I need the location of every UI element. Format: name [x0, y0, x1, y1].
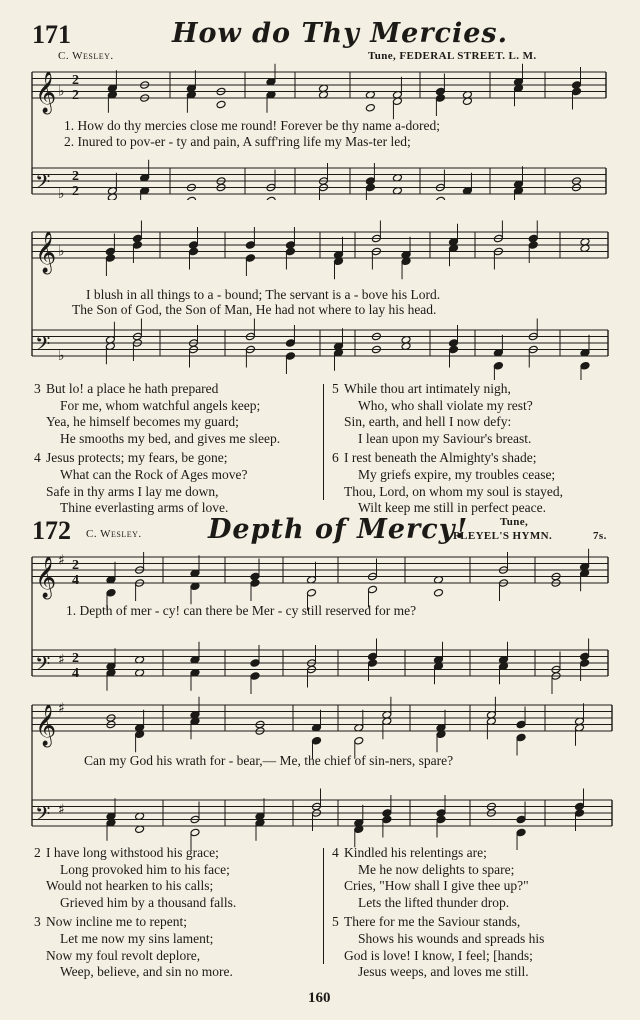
page-number: 160 [308, 990, 331, 1006]
stanza-line [34, 862, 236, 879]
stanza-text: While thou art intimately nigh, [344, 381, 511, 396]
stanza-line [332, 895, 544, 912]
svg-text:♭: ♭ [58, 348, 65, 364]
svg-text:𝄢: 𝄢 [35, 802, 51, 830]
stanza-number: 2 [34, 845, 41, 860]
stanza-line [332, 914, 544, 931]
stanza-text: God is love! I know, I feel; [hands; [344, 947, 533, 963]
svg-text:𝄞: 𝄞 [35, 557, 57, 598]
stanza-line [332, 931, 544, 948]
stanza-text: Wilt keep me still in perfect peace. [358, 500, 546, 516]
stanza-text: Jesus weeps, and loves me still. [358, 964, 529, 980]
stanza-text: I lean upon my Saviour's breast. [358, 430, 532, 446]
stanza-text: But lo! a place he hath prepared [46, 381, 219, 396]
stanza-line [34, 895, 236, 912]
stanza-text: Me he now delights to spare; [358, 861, 515, 877]
stanza-text: Let me now my sins lament; [60, 930, 214, 946]
stanza-line [332, 964, 544, 981]
svg-text:2: 2 [72, 169, 79, 184]
stanza-text: Now my foul revolt deplore, [46, 947, 201, 963]
hymn-title-171: How do Thy Mercies. [172, 18, 509, 49]
stanzas-172-right [332, 845, 544, 981]
stanza-text: Weep, believe, and sin no more. [60, 964, 233, 980]
stanza-text: Sin, earth, and hell I now defy: [344, 414, 512, 430]
stanza-text: Safe in thy arms I lay me down, [46, 483, 219, 499]
svg-text:♯: ♯ [58, 700, 65, 717]
stanza-line [34, 948, 236, 965]
hymn-number-172: 172 [32, 516, 71, 545]
lyric-172-row1: 1. Depth of mer - cy! can there be Mer - cy still reserved for me? [66, 603, 417, 618]
svg-text:𝄢: 𝄢 [35, 170, 51, 198]
stanza-text: Now incline me to repent; [46, 914, 187, 930]
stanza-text: Yea, he himself becomes my guard; [46, 414, 239, 430]
stanza-text: Long provoked him to his face; [60, 861, 230, 877]
svg-text:♯: ♯ [58, 801, 65, 818]
hymn-author-171: C. Wesley. [58, 50, 114, 62]
hymn-title-172: Depth of Mercy! [208, 514, 469, 545]
stanza-text: I rest beneath the Almighty's shade; [344, 450, 537, 466]
svg-text:𝄢: 𝄢 [35, 652, 51, 680]
svg-text:4: 4 [72, 666, 79, 681]
lyric-171-row2-line2: The Son of God, the Son of Man, He had not where to lay his head. [72, 302, 437, 317]
stanza-text: There for me the Saviour stands, [344, 914, 521, 930]
svg-text:♭: ♭ [58, 243, 65, 260]
stanza-number: 5 [332, 914, 339, 930]
stanza-text: Shows his wounds and spreads his [358, 930, 545, 946]
svg-text:♭: ♭ [58, 83, 65, 100]
stanza-text: What can the Rock of Ages move? [60, 466, 248, 482]
stanza-number: 4 [34, 450, 41, 466]
stanza-text: Kindled his relentings are; [344, 845, 487, 860]
stanza-text: Jesus protects; my fears, be gone; [46, 450, 228, 466]
hymn-tune-label-172: Tune, [500, 516, 529, 528]
hymn-number-171: 171 [32, 20, 71, 49]
svg-text:4: 4 [72, 573, 79, 588]
stanza-text: He smooths my bed, and gives me sleep. [60, 430, 281, 446]
svg-text:𝄞: 𝄞 [35, 232, 57, 273]
stanza-text: Cries, "How shall I give thee up?" [344, 878, 529, 894]
svg-text:𝄢: 𝄢 [35, 332, 51, 360]
hymn-tune-name-172: PLEYEL'S HYMN. [453, 530, 553, 542]
hymn-meter-172: 7s. [593, 530, 607, 542]
stanza-text: Lets the lifted thunder drop. [358, 894, 510, 910]
svg-text:𝄞: 𝄞 [35, 705, 57, 746]
stanza-line [332, 878, 544, 895]
stanza-number: 3 [34, 914, 41, 930]
stanza-text: Who, who shall violate my rest? [358, 397, 533, 413]
stanza-number: 3 [34, 381, 41, 396]
stanza-line [332, 845, 544, 862]
lyric-171-row2-line1: I blush in all things to a - bound; The servant is a - bove his Lord. [86, 287, 441, 302]
hymn-tune-171: Tune, FEDERAL STREET. L. M. [368, 50, 537, 62]
stanza-number: 4 [332, 845, 339, 860]
svg-text:2: 2 [72, 651, 79, 666]
svg-text:2: 2 [72, 73, 79, 88]
hymn-author-172: C. Wesley. [86, 528, 142, 540]
stanza-line [34, 914, 236, 931]
stanza-text: My griefs expire, my troubles cease; [358, 466, 556, 482]
svg-text:2: 2 [72, 88, 79, 103]
stanza-text: Would not hearken to his calls; [46, 878, 214, 894]
svg-text:♭: ♭ [58, 186, 65, 200]
stanza-line [34, 964, 236, 981]
stanza-text: Thine everlasting arms of love. [60, 500, 229, 516]
svg-text:♯: ♯ [58, 651, 65, 668]
stanza-text: I have long withstood his grace; [46, 845, 219, 860]
stanza-line [34, 878, 236, 895]
stanza-number: 6 [332, 450, 339, 466]
stanza-line [332, 948, 544, 965]
svg-text:𝄞: 𝄞 [35, 72, 57, 113]
stanzas-172-left [34, 845, 236, 981]
lyric-172-row2: Can my God his wrath for - bear,— Me, the chief of sin-ners, spare? [84, 753, 454, 768]
stanza-divider-172 [323, 848, 324, 964]
stanza-line [34, 931, 236, 948]
stanza-text: Grieved him by a thousand falls. [60, 894, 237, 910]
stanza-number: 5 [332, 381, 339, 396]
svg-text:2: 2 [72, 558, 79, 573]
svg-text:♯: ♯ [58, 552, 65, 569]
stanza-line [34, 845, 236, 862]
lyric-171-row1-line1: 1. How do thy mercies close me round! Forever be thy name a-dored; [64, 118, 441, 133]
stanza-text: Thou, Lord, on whom my soul is stayed, [344, 483, 563, 499]
stanza-text: For me, whom watchful angels keep; [60, 397, 261, 413]
stanza-line [332, 862, 544, 879]
svg-text:2: 2 [72, 184, 79, 199]
lyric-171-row1-line2: 2. Inured to pov-er - ty and pain, A suff'ring life my Mas-ter led; [64, 134, 411, 149]
